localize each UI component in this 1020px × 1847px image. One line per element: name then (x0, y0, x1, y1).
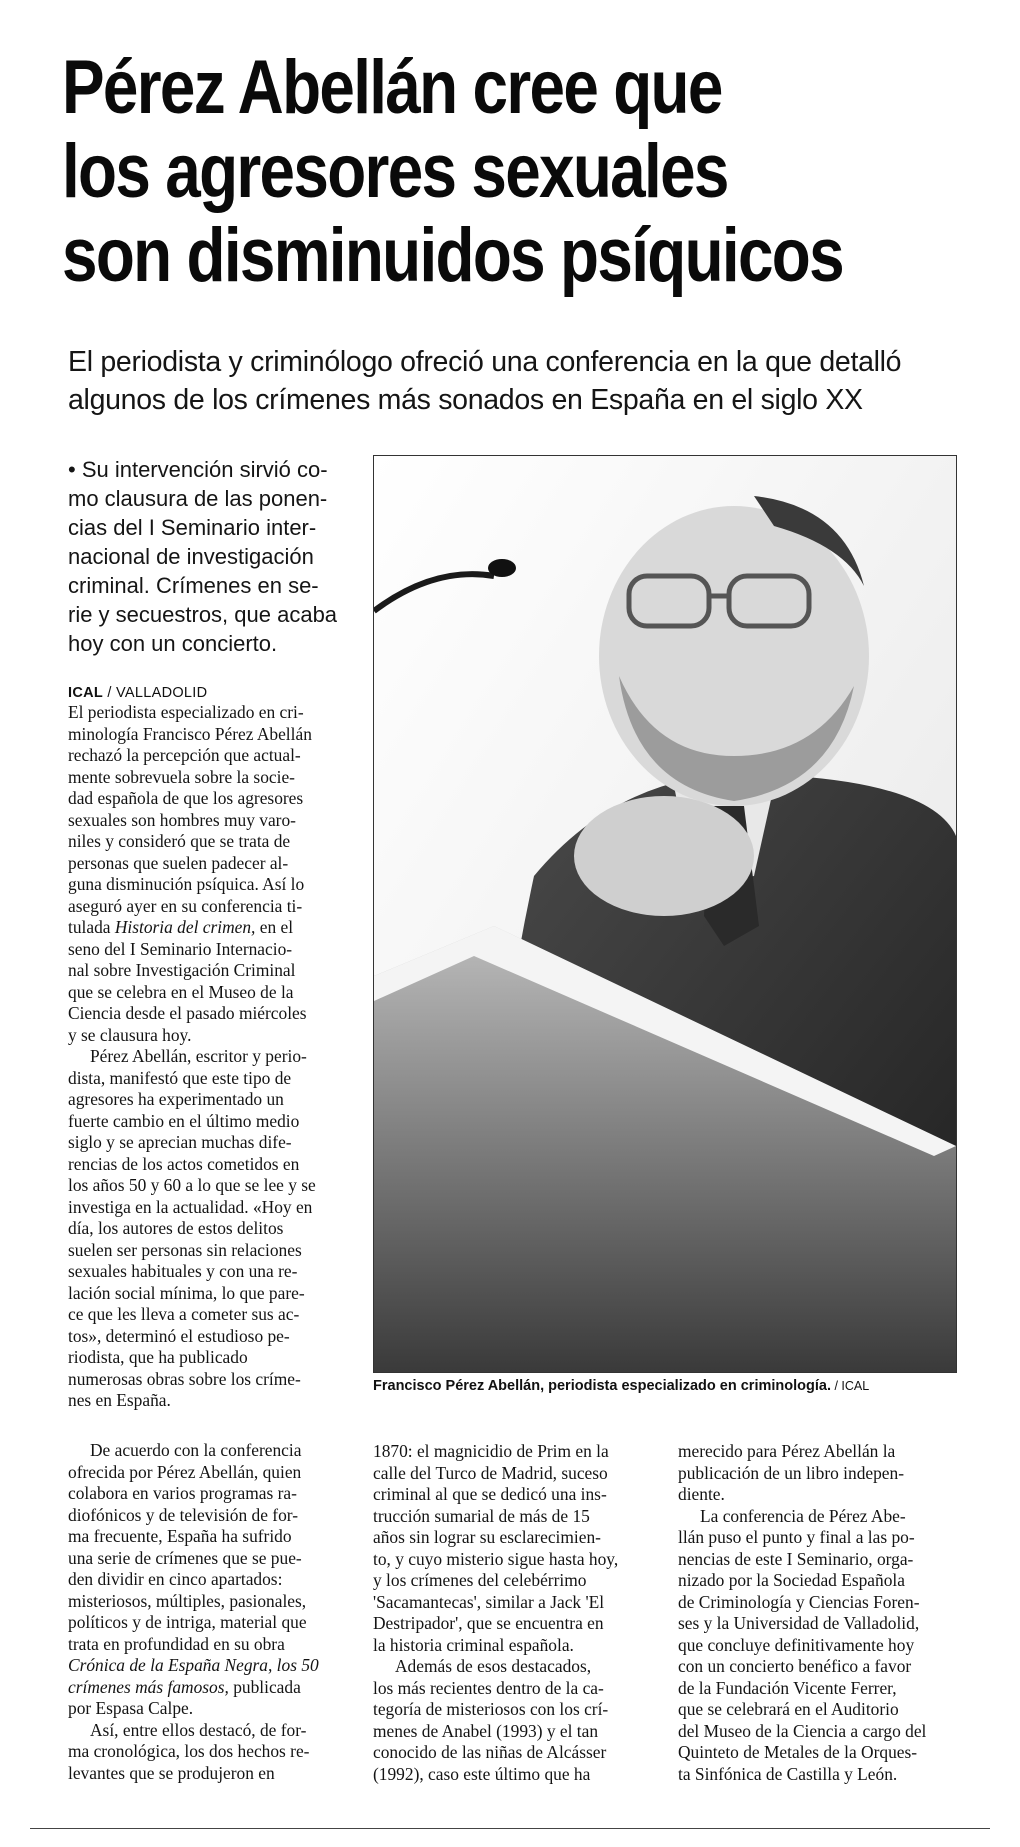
body-column-3 (678, 1441, 958, 1785)
body-line: Quinteto de Metales de la Orques- (678, 1742, 918, 1762)
body-line (68, 917, 344, 939)
body-line: los años 50 y 60 a lo que se lee y se (68, 1175, 316, 1195)
body-line: De acuerdo con la conferencia (90, 1440, 302, 1460)
body-line: lación social mínima, lo que pare- (68, 1282, 305, 1303)
body-line: ofrecida por Pérez Abellán, quien (68, 1461, 302, 1482)
body-line: con un concierto benéfico a favor (678, 1656, 912, 1676)
body-line: agresores ha experimentado un (68, 1089, 284, 1109)
body-line: El periodista especializado en cri- (68, 702, 304, 722)
body-line: políticos y de intriga, material que (68, 1612, 307, 1632)
body-line: ce que les lleva a cometer sus ac- (68, 1304, 300, 1324)
body-text: publicada (228, 1676, 301, 1697)
book-title: crímenes más famosos, (68, 1676, 229, 1697)
body-line: riodista, que ha publicado (68, 1347, 248, 1367)
body-line: diofónicos y de televisión de for- (68, 1504, 299, 1525)
body-column-1-bottom (68, 1440, 344, 1784)
body-line: Así, entre ellos destacó, de for- (90, 1719, 307, 1740)
body-line: diente. (678, 1484, 725, 1504)
headline-line: los agresores sexuales (62, 129, 728, 214)
body-line: del Museo de la Ciencia a cargo del (678, 1720, 927, 1741)
lead-line: criminal. Crímenes en se- (68, 573, 319, 598)
body-line: merecido para Pérez Abellán la (678, 1441, 896, 1461)
body-line: sexuales habituales y con una re- (68, 1261, 298, 1281)
body-line: colabora en varios programas ra- (68, 1483, 297, 1503)
body-line: ma cronológica, los dos hechos re- (68, 1741, 310, 1761)
body-line: ta Sinfónica de Castilla y León. (678, 1763, 898, 1784)
body-line: fuerte cambio en el último medio (68, 1110, 300, 1131)
body-line: 'Sacamantecas', similar a Jack 'El (373, 1591, 605, 1612)
body-line: suelen ser personas sin relaciones (68, 1239, 302, 1260)
body-line: tos», determinó el estudioso pe- (68, 1325, 290, 1346)
book-title: Historia del crimen, (114, 917, 256, 937)
body-line: años sin lograr su esclarecimien- (373, 1527, 601, 1547)
lead-line: • Su intervención sirvió co- (68, 457, 328, 482)
body-line: personas que suelen padecer al- (68, 852, 289, 873)
body-line: rencias de los actos cometidos en (68, 1153, 300, 1174)
byline-agency: ICAL (68, 685, 104, 701)
body-line: por Espasa Calpe. (68, 1698, 194, 1718)
body-text: tulada (68, 917, 115, 937)
body-line: trata en profundidad en su obra (68, 1633, 285, 1654)
body-line: los más recientes dentro de la ca- (373, 1677, 604, 1698)
book-title: Crónica de la España Negra, los 50 (68, 1655, 319, 1675)
body-line: minología Francisco Pérez Abellán (68, 723, 312, 744)
lead-line: rie y secuestros, que acaba (68, 602, 338, 627)
body-line: siglo y se aprecian muchas dife- (68, 1132, 292, 1152)
byline (68, 685, 207, 701)
body-line: dad española de que los agresores (68, 788, 304, 808)
body-line: levantes que se produjeron en (68, 1762, 275, 1783)
lead-line: cias del I Seminario inter- (68, 515, 317, 540)
caption-text: Francisco Pérez Abellán, periodista especializado en criminología. (373, 1378, 831, 1394)
body-line: to, y cuyo misterio sigue hasta hoy, (373, 1548, 619, 1569)
body-line: den dividir en cinco apartados: (68, 1569, 283, 1589)
body-line: de Criminología y Ciencias Foren- (678, 1591, 920, 1612)
body-text: en el (255, 917, 294, 937)
body-line: misteriosos, múltiples, pasionales, (68, 1590, 307, 1611)
headline (62, 45, 843, 298)
subheadline-line: algunos de los crímenes más sonados en España en el siglo XX (68, 384, 863, 416)
photo-caption (373, 1378, 955, 1394)
body-line: Pérez Abellán, escritor y perio- (90, 1046, 307, 1066)
body-line: guna disminución psíquica. Así lo (68, 874, 305, 894)
body-line: conocido de las niñas de Alcásser (373, 1742, 607, 1762)
lead-line: hoy con un concierto. (68, 631, 278, 656)
body-line: La conferencia de Pérez Abe- (700, 1505, 906, 1526)
body-column-2 (373, 1441, 649, 1785)
body-line: sexuales son hombres muy varo- (68, 809, 296, 830)
body-line: que concluye definitivamente hoy (678, 1634, 915, 1655)
subheadline (68, 343, 968, 419)
body-line: y se clausura hoy. (68, 1024, 192, 1045)
body-line: criminal al que se dedicó una ins- (373, 1484, 607, 1504)
speaker-photo (373, 455, 957, 1373)
caption-credit: / ICAL (830, 1379, 870, 1393)
body-line: una serie de crímenes que se pue- (68, 1547, 302, 1568)
body-line: Destripador', que se encuentra en (373, 1613, 604, 1633)
lead-summary (68, 455, 343, 658)
speaker-at-podium-photo (374, 456, 956, 1372)
lead-line: nacional de investigación (68, 544, 314, 569)
body-line: la historia criminal española. (373, 1634, 574, 1655)
byline-place: / VALLADOLID (103, 685, 208, 701)
body-line: Ciencia desde el pasado miércoles (68, 1003, 307, 1023)
body-line: calle del Turco de Madrid, suceso (373, 1462, 608, 1483)
body-line: 1870: el magnicidio de Prim en la (373, 1441, 609, 1461)
body-line: menes de Anabel (1993) y el tan (373, 1720, 599, 1741)
headline-line: Pérez Abellán cree que (62, 45, 722, 130)
body-line: que se celebrará en el Auditorio (678, 1699, 899, 1719)
body-line: dista, manifestó que este tipo de (68, 1067, 292, 1088)
body-line: nizado por la Sociedad Española (678, 1570, 905, 1590)
body-line: nencias de este I Seminario, orga- (678, 1548, 914, 1569)
body-line: publicación de un libro indepen- (678, 1462, 905, 1483)
body-column-1-top (68, 702, 344, 1412)
body-line: y los crímenes del celebérrimo (373, 1570, 587, 1590)
body-line: de la Fundación Vicente Ferrer, (678, 1677, 897, 1698)
body-line: numerosas obras sobre los críme- (68, 1368, 301, 1389)
body-line: trucción sumarial de más de 15 (373, 1505, 590, 1526)
body-line (68, 1677, 344, 1699)
bottom-rule (30, 1828, 990, 1829)
body-line: niles y consideró que se trata de (68, 831, 291, 851)
body-line: nes en España. (68, 1390, 171, 1410)
lead-line: mo clausura de las ponen- (68, 486, 328, 511)
body-line: mente sobrevuela sobre la socie- (68, 766, 295, 787)
body-line: día, los autores de estos delitos (68, 1218, 284, 1238)
subheadline-line: El periodista y criminólogo ofreció una conferencia en la que detalló (68, 346, 902, 378)
body-line: aseguró ayer en su conferencia ti- (68, 895, 303, 916)
body-line: que se celebra en el Museo de la (68, 981, 294, 1002)
body-line: ma frecuente, España ha sufrido (68, 1526, 292, 1546)
body-line: (1992), caso este último que ha (373, 1763, 591, 1784)
body-line: Además de esos destacados, (395, 1656, 592, 1676)
body-line: seno del I Seminario Internacio- (68, 938, 293, 959)
headline-line: son disminuidos psíquicos (62, 213, 843, 298)
body-line: tegoría de misteriosos con los crí- (373, 1699, 609, 1719)
body-line: llán puso el punto y final a las po- (678, 1527, 915, 1547)
body-line: rechazó la percepción que actual- (68, 745, 301, 765)
body-line: ses y la Universidad de Valladolid, (678, 1613, 920, 1633)
body-line: investiga en la actualidad. «Hoy en (68, 1196, 313, 1217)
body-line: nal sobre Investigación Criminal (68, 960, 296, 980)
